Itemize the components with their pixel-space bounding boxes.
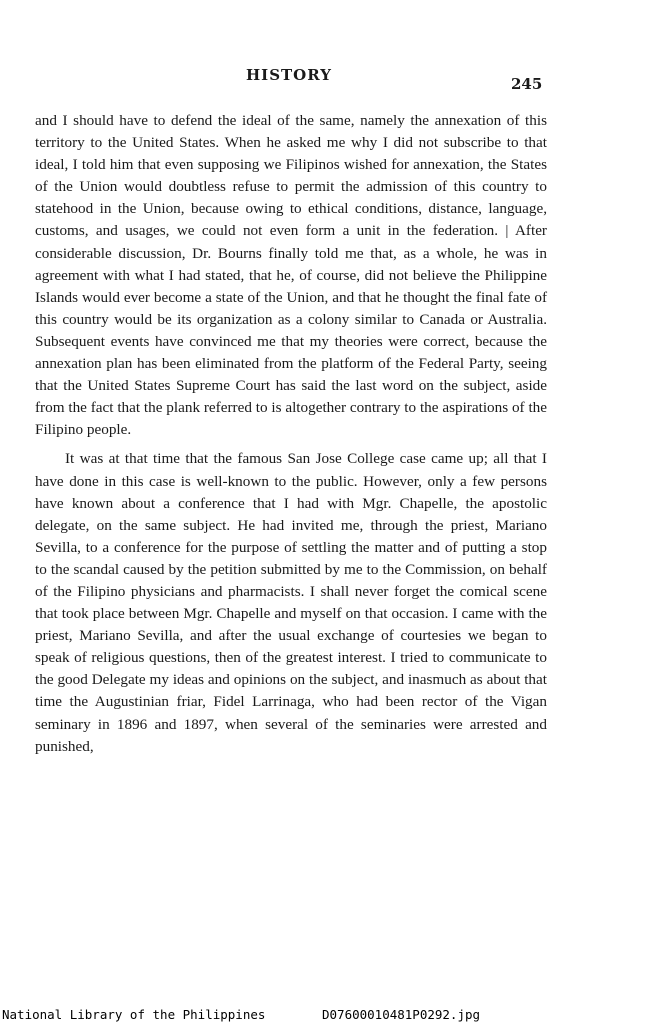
paragraph-1: and I should have to defend the ideal of the same, namely the annexation of this territory to the United States. When he asked me why I did not subscribe to that ideal, I told him that even supposing we Filipinos wished for annexation, the States of the Union would doubtless refuse to permit the admission of this country to statehood in the Union, because owing to ethical conditions, distance, language, customs, and usages, we could not even form a unit in the federation. | After considerable discussion, Dr. Bourns finally told me that, as a whole, he was in agreement with what I had stated, that he, of course, did not believe the Philippine Islands would ever become a state of the Union, and that he thought the final fate of this country would be its organization as a colony similar to Canada or Australia. Subsequent events have convinced me that my theories were correct, because the annexation plan has been eliminated from the platform of the Federal Party, seeing that the United States Supreme Court has said the last word on the subject, aside from the fact that the plank referred to is altogether contrary to the aspirations of the Filipino people. bbox=[35, 112, 547, 439]
running-title: HISTORY bbox=[246, 66, 332, 84]
paragraph-2: It was at that time that the famous San Jose College case came up; all that I have done in this case is well-known to the public. However, only a few persons have known about a conference that I had with Mgr. Chapelle, the apostolic delegate, on the same subject. He had invited me, through the priest, Mariano Sevilla, to a conference for the purpose of settling the matter and of putting a stop to the scandal caused by the petition submitted by me to the Commission, on behalf of the Filipino physicians and pharmacists. I shall never forget the comical scene that took place between Mgr. Chapelle and myself on that occasion. I came with the priest, Mariano Sevilla, and after the usual exchange of courtesies we began to speak of religious questions, then of the greatest interest. I tried to communicate to the good Delegate my ideas and opinions on the subject, and inasmuch as about that time the Augustinian friar, Fidel Larrinaga, who had been rector of the Vigan seminary in 1896 and 1897, when several of the seminaries were arrested and punished, bbox=[35, 450, 547, 755]
page-header bbox=[0, 66, 651, 93]
footer-filename: D07600010481P0292.jpg bbox=[322, 1007, 481, 1022]
page-number: 245 bbox=[511, 75, 543, 93]
scan-footer bbox=[2, 1007, 647, 1023]
body-text bbox=[35, 110, 547, 758]
footer-library: National Library of the Philippines bbox=[2, 1007, 266, 1022]
